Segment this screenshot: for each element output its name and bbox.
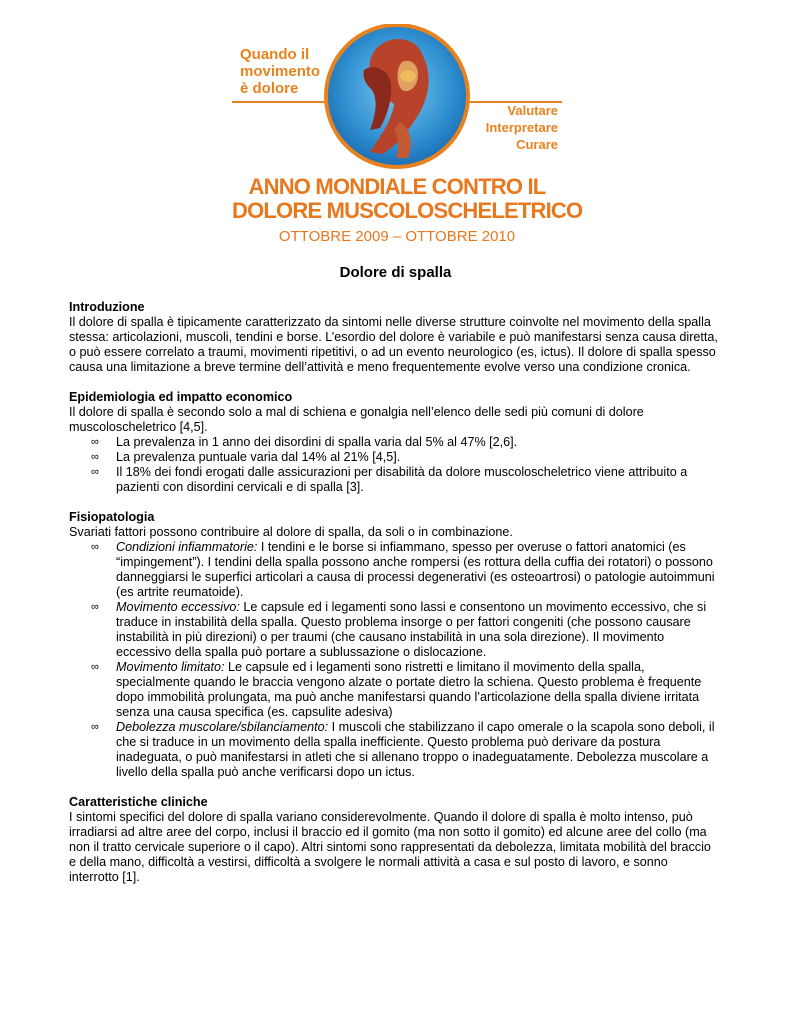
paragraph: Il dolore di spalla è secondo solo a mal di schiena e gonalgia nell’elenco delle sedi più comuni di dolore muscoloscheletrico [4,5]. [69,405,644,434]
action-item: Curare [516,137,558,152]
banner-title-line1: ANNO MONDIALE CONTRO IL [248,174,546,199]
list-item [91,720,719,780]
paragraph: Svariati fattori possono contribuire al dolore di spalla, da soli o in combinazione. [69,525,513,539]
action-item: Valutare [507,103,558,118]
section-heading: Epidemiologia ed impatto economico [69,390,293,404]
section-physiopathology [69,510,719,780]
list-item-text: Le capsule ed i legamenti sono lassi e consentono un movimento eccessivo, che si traduce in instabilità della spalla. Questo problema insorge o per fattori congeniti (che possono causare instabilità in più direzioni) o per traumi (che causano instabilità in una sola direzione). Il movimento eccessivo della spalla può portare a sublussazione o dislocazione. [116,600,707,659]
document-body [69,300,719,900]
page-title: Dolore di spalla [339,264,452,281]
list-item-text: Il 18% dei fondi erogati dalle assicurazioni per disabilità da dolore muscoloscheletrico viene attribuito a pazienti con disordini cervicali e di spalla [3]. [116,465,688,494]
list-item-text: I muscoli che stabilizzano il capo omerale o la scapola sono deboli, il che si traduce in un movimento della spalla inefficiente. Questo problema può derivare da postura inadeguata, o può manifestarsi in atleti che si allenano troppo o inadeguatamente. Debolezza muscolare a livello della spalla può anche verificarsi dopo un ictus. [116,720,715,779]
tagline [240,46,330,97]
list-item-text: La prevalenza puntuale varia dal 14% al 21% [4,5]. [116,450,401,464]
list-item-term: Debolezza muscolare/sbilanciamento: [116,720,329,734]
bullet-list [69,540,719,780]
list-item [91,600,719,660]
banner [232,24,583,250]
list-item [91,450,719,465]
paragraph: Il dolore di spalla è tipicamente caratterizzato da sintomi nelle diverse strutture coinvolte nel movimento della spalla stessa: articolazioni, muscoli, tendini e borse. L’esordio del dolore è variabile e può manifestarsi senza causa diretta, o può essere correlato a traumi, movimenti ripetitivi, o ad un evento neurologico (es, ictus). Il dolore di spalla spesso causa una limitazione a breve termine dell’attività e meno frequentemente evolve verso una condizione cronica. [69,315,718,374]
section-heading: Caratteristiche cliniche [69,795,208,809]
section-epidemiology [69,390,719,495]
list-item-term: Condizioni infiammatorie: [116,540,258,554]
actions-list [486,102,558,153]
list-item-text: I tendini e le borse si infiammano, spesso per overuse o fattori anatomici (es “impingement”). I tendini della spalla possono anche rompersi (es rottura della cuffia dei rotatori) o possono danneggiarsi le superfici articolari a causa di processi degenerativi (es osteoartrosi) o patologie autoimmuni (es artrite reumatoide). [116,540,715,599]
tagline-line: è dolore [240,80,299,97]
bullet-icon: ∞ [91,451,99,463]
action-item: Interpretare [485,120,558,135]
section-introduction [69,300,719,375]
bullet-icon: ∞ [91,466,99,478]
bullet-icon: ∞ [91,601,99,613]
list-item [91,660,719,720]
banner-title-line2: DOLORE MUSCOLOSCHELETRICO [232,198,583,223]
bullet-icon: ∞ [91,721,99,733]
bullet-icon: ∞ [91,661,99,673]
banner-period: OTTOBRE 2009 – OTTOBRE 2010 [278,228,516,245]
list-item [91,465,719,495]
list-item-text: La prevalenza in 1 anno dei disordini di spalla varia dal 5% al 47% [2,6]. [116,435,518,449]
list-item [91,435,719,450]
section-clinical [69,795,719,885]
bullet-list [69,435,719,495]
section-heading: Introduzione [69,300,145,314]
list-item-term: Movimento limitato: [116,660,225,674]
section-heading: Fisiopatologia [69,510,155,524]
bullet-icon: ∞ [91,436,99,448]
tagline-line: movimento [240,63,321,80]
paragraph: I sintomi specifici del dolore di spalla variano considerevolmente. Quando il dolore di spalla è molto intenso, può irradiarsi ad altre aree del corpo, inclusi il braccio ed il gomito (ma non sotto il gomito) ed alcune aree del collo (ma non il tratto cervicale superiore o il capo). Altri sintomi sono rappresentati da debolezza, limitata mobilità del braccio e della mano, difficoltà a vestirsi, difficoltà a svolgere le normali attività a casa e sul posto di lavoro, e sonno interrotto [1]. [69,810,711,884]
list-item [91,540,719,600]
list-item-text: Le capsule ed i legamenti sono ristretti e limitano il movimento della spalla, specialmente quando le braccia vengono alzate o portate dietro la schiena. Questo problema è frequente dopo immobilità prolungata, ma può anche manifestarsi quando l’articolazione della spalla diviene irritata senza una causa specifica (es. capsulite adesiva) [116,660,702,719]
list-item-term: Movimento eccessivo: [116,600,240,614]
bullet-icon: ∞ [91,541,99,553]
tagline-line: Quando il [240,46,310,63]
